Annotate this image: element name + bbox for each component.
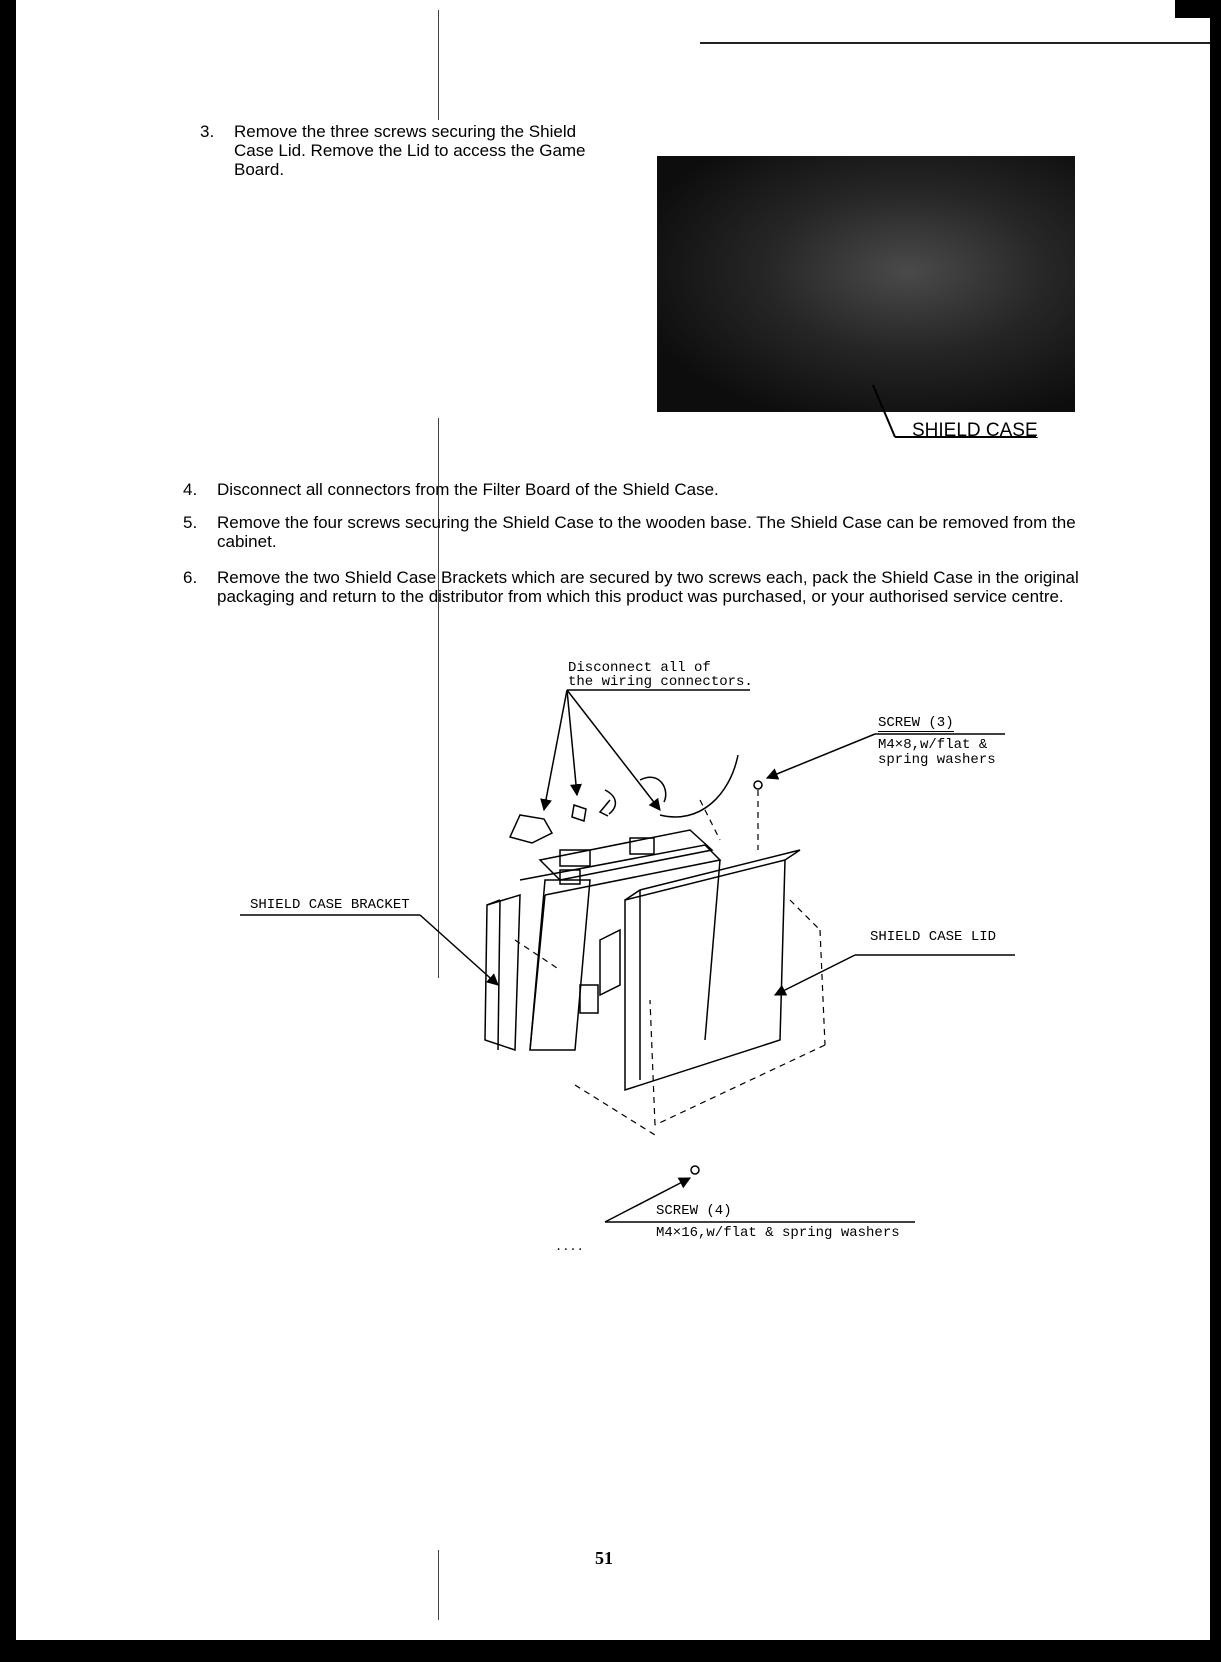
shield-case-lid-label: SHIELD CASE LID <box>870 929 997 945</box>
shield-case-label: SHIELD CASE <box>912 420 1038 441</box>
step-number: 5. <box>183 513 198 532</box>
screw3-spec-line1: M4×8,w/flat & <box>878 737 988 753</box>
disconnect-label-line2: the wiring connectors. <box>568 674 753 690</box>
fold-line <box>438 418 439 978</box>
disconnect-label-line1: Disconnect all of <box>568 660 711 676</box>
scan-edge-left <box>0 0 16 1662</box>
page-number: 51 <box>595 1548 613 1568</box>
screw3-title: SCREW (3) <box>878 715 954 731</box>
top-rule <box>700 42 1210 44</box>
screw4-spec: M4×16,w/flat & spring washers <box>656 1225 900 1241</box>
fold-line <box>438 10 439 120</box>
step-text: Remove the four screws securing the Shield Case to the wooden base. The Shield Case can be removed from the cabinet. <box>217 513 1076 551</box>
fold-line <box>438 1550 439 1620</box>
step-number: 4. <box>183 480 198 499</box>
screw3-spec-line2: spring washers <box>878 752 996 768</box>
shield-case-photo <box>657 156 1075 412</box>
step-text: Disconnect all connectors from the Filter Board of the Shield Case. <box>217 480 719 499</box>
screw4-title: SCREW (4) <box>656 1203 732 1219</box>
scan-edge-right <box>1210 0 1221 1662</box>
svg-text:....: .... <box>555 1240 584 1254</box>
step-text: Remove the two Shield Case Brackets which are secured by two screws each, pack the Shield Case in the original packaging and return to the distributor from which this product was purchased, or your authorised service centre. <box>217 568 1079 606</box>
step-text: Remove the three screws securing the Shield Case Lid. Remove the Lid to access the Game Board. <box>234 122 586 179</box>
scan-edge-bottom <box>0 1640 1221 1662</box>
scan-edge-top <box>1175 0 1221 18</box>
shield-case-bracket-label: SHIELD CASE BRACKET <box>250 897 410 913</box>
step-number: 3. <box>200 122 215 141</box>
step-number: 6. <box>183 568 198 587</box>
